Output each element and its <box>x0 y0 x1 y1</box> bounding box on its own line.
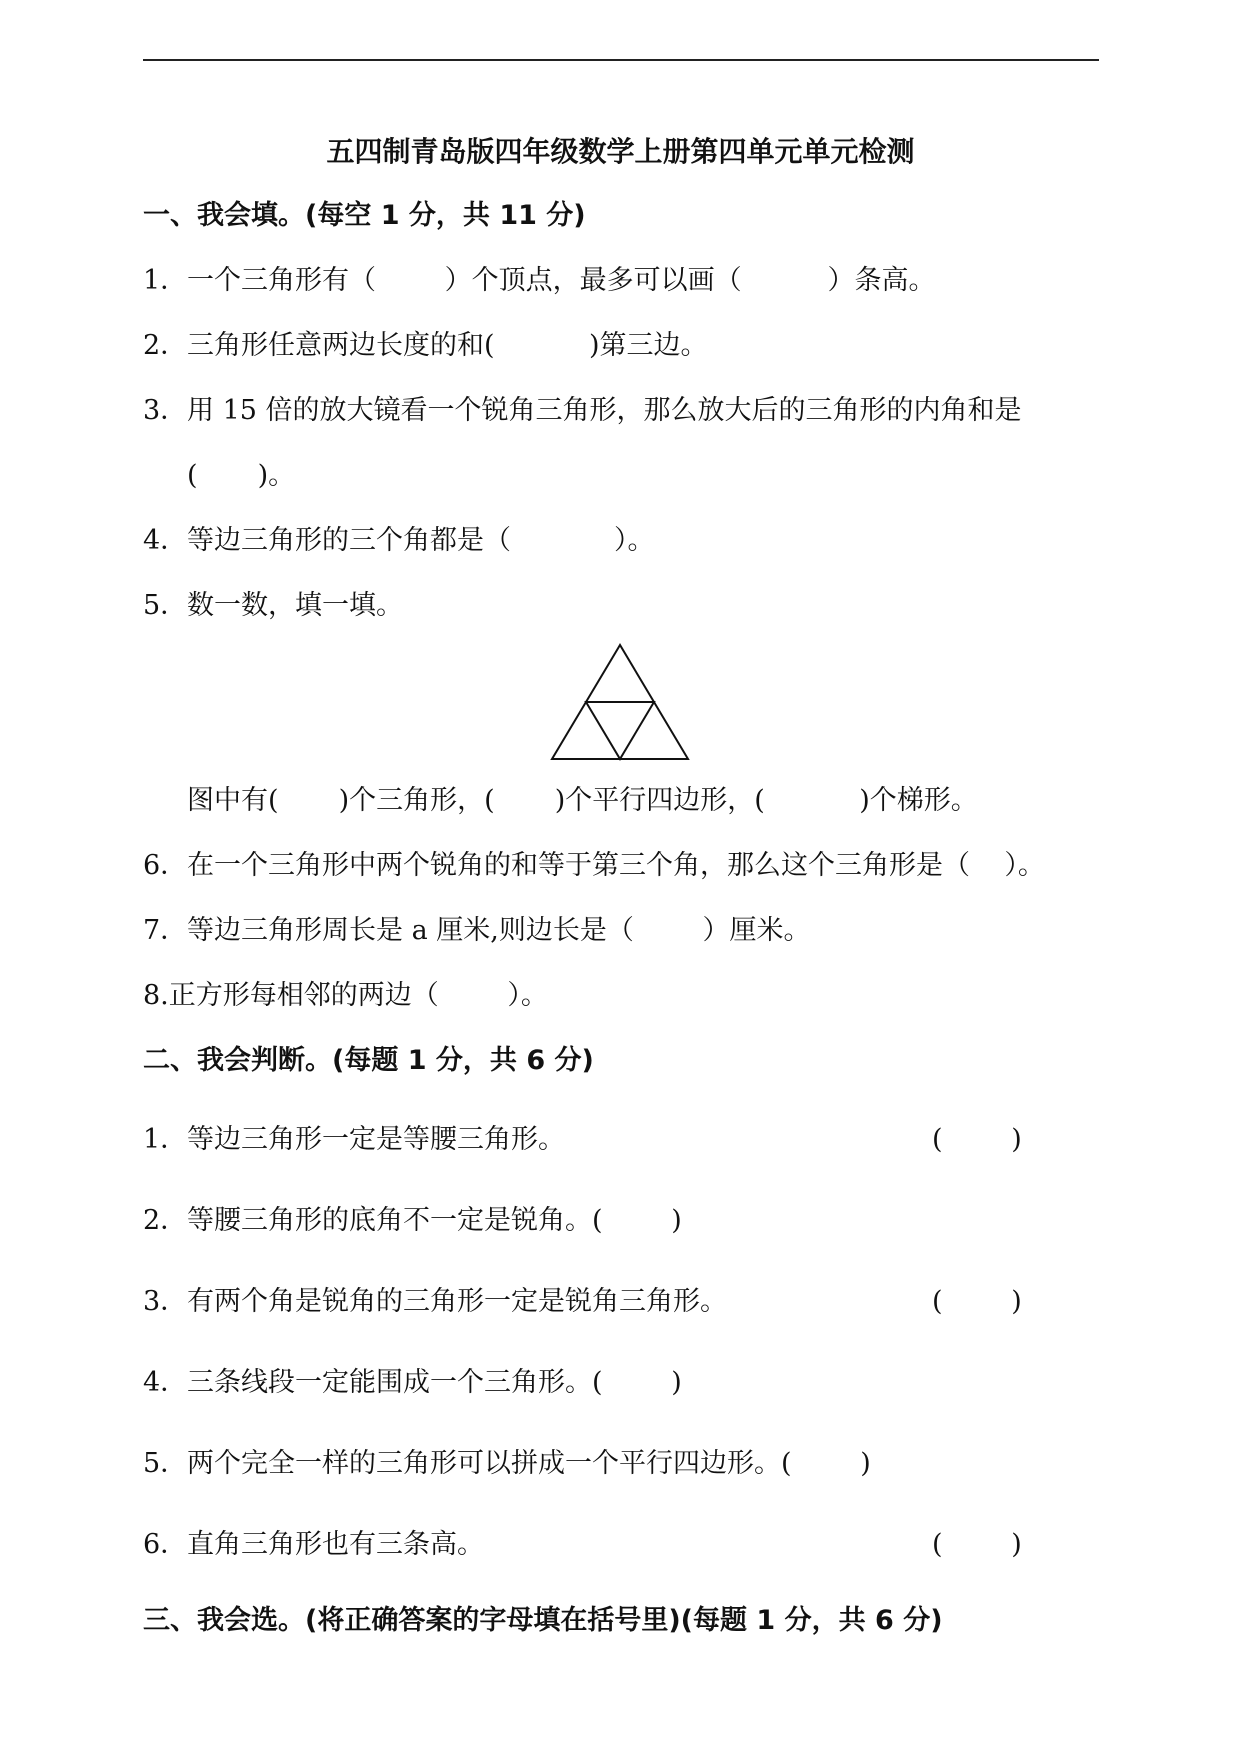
question-1-2 <box>143 328 707 364</box>
question-number: 4． <box>143 1367 188 1398</box>
question-number: 2． <box>143 1205 188 1236</box>
question-text: 数一数，填一填。 <box>187 590 403 621</box>
question-text: 在一个三角形中两个锐角的和等于第三个角，那么这个三角形是（ ）。 <box>187 850 1045 881</box>
question-number: 3． <box>143 395 188 426</box>
section-2-heading: 二、我会判断。(每题 1 分，共 6 分) <box>143 1045 594 1076</box>
question-text: 三角形任意两边长度的和( )第三边。 <box>187 330 708 361</box>
question-number: 4． <box>143 525 188 556</box>
question-1-5-answer-line: 图中有( )个三角形，( )个平行四边形，( )个梯形。 <box>187 785 978 816</box>
question-number: 1． <box>143 265 188 296</box>
judge-2 <box>143 1203 682 1239</box>
question-text: 等边三角形的三个角都是（ ）。 <box>187 525 655 556</box>
question-1-4 <box>143 523 655 559</box>
inner-triangle <box>586 702 654 759</box>
judge-5 <box>143 1446 871 1482</box>
question-number: 5． <box>143 590 188 621</box>
top-rule <box>143 59 1099 61</box>
page-title: 五四制青岛版四年级数学上册第四单元单元检测 <box>326 135 915 168</box>
judge-6 <box>143 1527 484 1563</box>
question-number: 1． <box>143 1124 188 1155</box>
section-3-heading: 三、我会选。(将正确答案的字母填在括号里)(每题 1 分，共 6 分) <box>143 1605 943 1636</box>
judge-3 <box>143 1284 727 1320</box>
section-1-heading: 一、我会填。(每空 1 分，共 11 分) <box>143 200 586 231</box>
judge-6-answer-paren: ( ) <box>932 1529 1022 1560</box>
question-text: 两个完全一样的三角形可以拼成一个平行四边形。( ) <box>187 1448 871 1479</box>
triangle-figure <box>548 643 692 763</box>
question-text: 用 15 倍的放大镜看一个锐角三角形，那么放大后的三角形的内角和是 <box>187 395 1022 426</box>
question-text: 直角三角形也有三条高。 <box>187 1529 484 1560</box>
question-text: 一个三角形有（ ）个顶点，最多可以画（ ）条高。 <box>187 265 936 296</box>
question-1-8: 8.正方形每相邻的两边（ ）。 <box>143 980 548 1011</box>
judge-1-answer-paren: ( ) <box>932 1124 1022 1155</box>
question-1-6 <box>143 848 1045 884</box>
question-number: 3． <box>143 1286 188 1317</box>
question-1-3-continued: ( )。 <box>187 460 296 491</box>
question-text: 有两个角是锐角的三角形一定是锐角三角形。 <box>187 1286 727 1317</box>
question-number: 5． <box>143 1448 188 1479</box>
question-1-3 <box>143 393 1022 429</box>
question-number: 7． <box>143 915 188 946</box>
judge-1 <box>143 1122 565 1158</box>
question-number: 6． <box>143 1529 188 1560</box>
question-1-7 <box>143 913 811 949</box>
question-text: 等腰三角形的底角不一定是锐角。( ) <box>187 1205 682 1236</box>
question-number: 2． <box>143 330 188 361</box>
question-text: 等边三角形周长是 a 厘米,则边长是（ ）厘米。 <box>187 915 811 946</box>
question-1-1 <box>143 263 935 299</box>
judge-3-answer-paren: ( ) <box>932 1286 1022 1317</box>
question-1-5 <box>143 588 403 624</box>
question-number: 6． <box>143 850 188 881</box>
question-text: 等边三角形一定是等腰三角形。 <box>187 1124 565 1155</box>
judge-4 <box>143 1365 682 1401</box>
question-text: 三条线段一定能围成一个三角形。( ) <box>187 1367 682 1398</box>
